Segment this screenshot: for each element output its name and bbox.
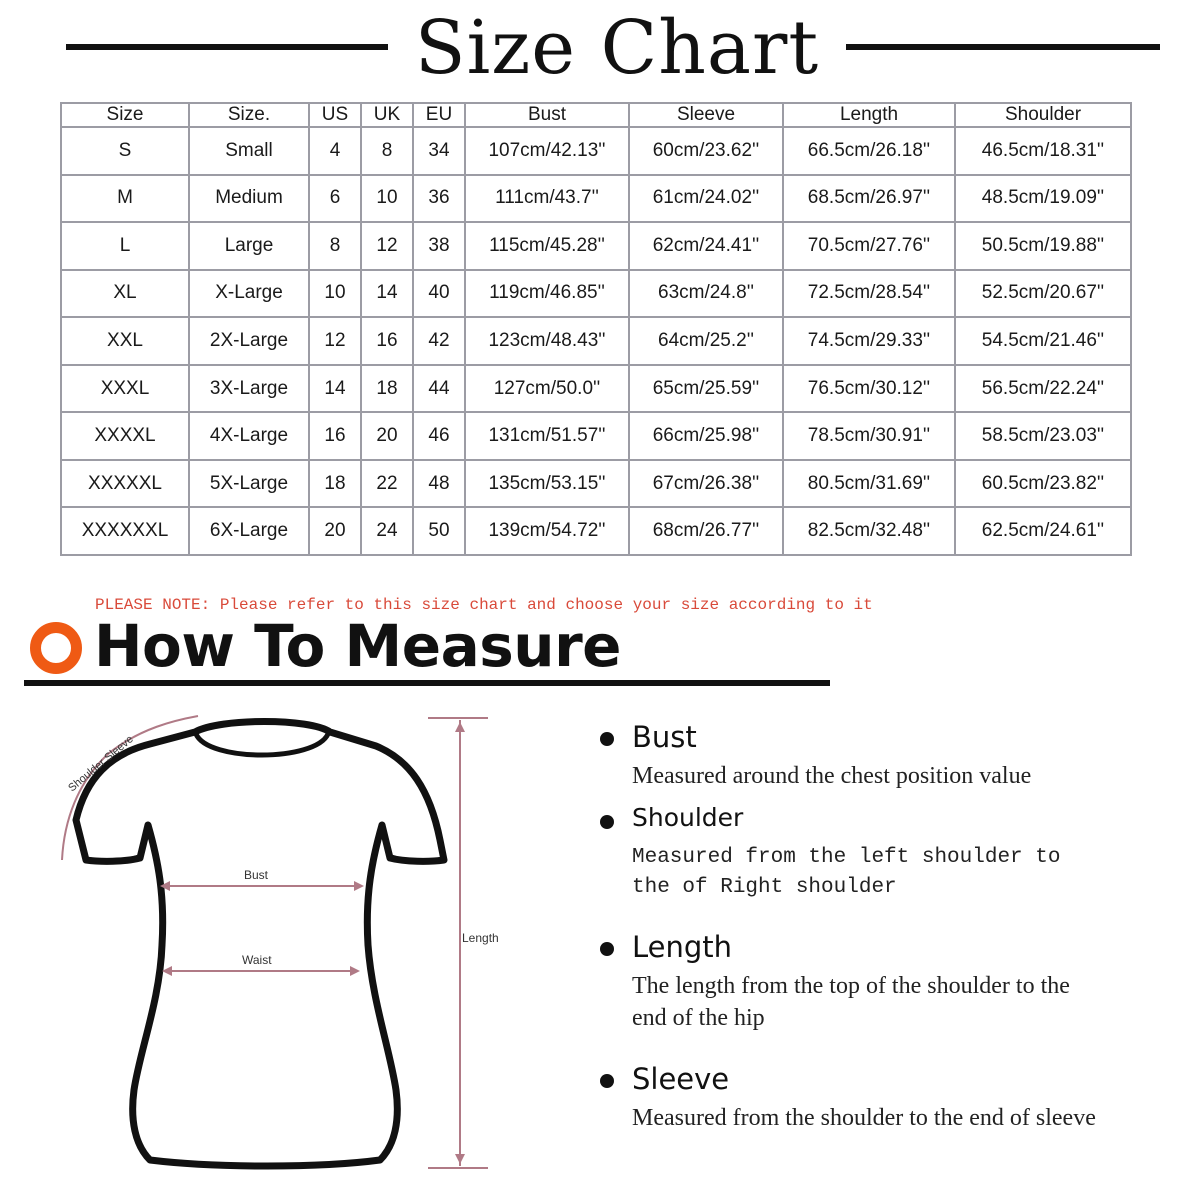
table-cell: 3X-Large [189, 365, 309, 413]
measure-item-desc: Measured around the chest position value [632, 763, 1032, 789]
table-cell: 72.5cm/28.54'' [783, 270, 955, 318]
table-cell: XL [61, 270, 189, 318]
table-cell: 111cm/43.7'' [465, 175, 629, 223]
size-table [60, 102, 1132, 556]
table-cell: 62.5cm/24.61'' [955, 507, 1131, 555]
ring-icon [30, 622, 82, 674]
table-header-row [61, 103, 1131, 127]
table-cell: 74.5cm/29.33'' [783, 317, 955, 365]
table-cell: Small [189, 127, 309, 175]
table-row [61, 222, 1131, 270]
table-cell: 18 [361, 365, 413, 413]
table-cell: 6 [309, 175, 361, 223]
table-cell: 4 [309, 127, 361, 175]
table-cell: 22 [361, 460, 413, 508]
table-cell: 2X-Large [189, 317, 309, 365]
bullet-icon [600, 732, 614, 746]
table-cell: X-Large [189, 270, 309, 318]
table-cell: 82.5cm/32.48'' [783, 507, 955, 555]
shoulder-sleeve-label: Shoulder Sleeve [66, 733, 136, 795]
table-cell: 14 [361, 270, 413, 318]
table-cell: 107cm/42.13'' [465, 127, 629, 175]
header-cell: Bust [465, 103, 629, 127]
waist-label: Waist [242, 953, 272, 967]
table-cell: 38 [413, 222, 465, 270]
table-row [61, 127, 1131, 175]
table-cell: 16 [309, 412, 361, 460]
table-cell: 4X-Large [189, 412, 309, 460]
table-cell: 20 [361, 412, 413, 460]
table-cell: 48.5cm/19.09'' [955, 175, 1131, 223]
table-cell: 80.5cm/31.69'' [783, 460, 955, 508]
table-cell: XXXXXL [61, 460, 189, 508]
table-cell: 66.5cm/26.18'' [783, 127, 955, 175]
please-note: PLEASE NOTE: Please refer to this size chart and choose your size according to it [95, 596, 873, 614]
measure-item-desc: The length from the top of the shoulder to the end of the hip [632, 973, 1070, 1031]
table-cell: 123cm/48.43'' [465, 317, 629, 365]
table-cell: 78.5cm/30.91'' [783, 412, 955, 460]
table-cell: 20 [309, 507, 361, 555]
header-cell: Shoulder [955, 103, 1131, 127]
table-cell: 16 [361, 317, 413, 365]
table-cell: 63cm/24.8'' [629, 270, 783, 318]
table-cell: 5X-Large [189, 460, 309, 508]
table-cell: 10 [361, 175, 413, 223]
table-cell: 52.5cm/20.67'' [955, 270, 1131, 318]
table-cell: 36 [413, 175, 465, 223]
bullet-icon [600, 1074, 614, 1088]
table-cell: 127cm/50.0'' [465, 365, 629, 413]
waist-arrow-right-icon [350, 966, 360, 976]
table-cell: 46.5cm/18.31'' [955, 127, 1131, 175]
table-cell: 115cm/45.28'' [465, 222, 629, 270]
header-cell: EU [413, 103, 465, 127]
table-row [61, 460, 1131, 508]
measure-item-title: Sleeve [632, 1062, 730, 1096]
measure-item-desc: Measured from the left shoulder to the of Right shoulder [632, 846, 1061, 899]
bust-arrow-right-icon [354, 881, 364, 891]
measure-item-title: Length [632, 930, 733, 964]
table-cell: XXXXXXL [61, 507, 189, 555]
table-cell: 58.5cm/23.03'' [955, 412, 1131, 460]
table-cell: 66cm/25.98'' [629, 412, 783, 460]
table-row [61, 365, 1131, 413]
table-cell: 56.5cm/22.24'' [955, 365, 1131, 413]
table-cell: Medium [189, 175, 309, 223]
table-cell: 70.5cm/27.76'' [783, 222, 955, 270]
bust-label: Bust [244, 868, 269, 882]
tshirt-diagram [0, 690, 580, 1195]
section-underline [24, 680, 830, 686]
table-cell: 10 [309, 270, 361, 318]
table-cell: 68.5cm/26.97'' [783, 175, 955, 223]
table-cell: 50.5cm/19.88'' [955, 222, 1131, 270]
table-cell: 139cm/54.72'' [465, 507, 629, 555]
header-cell: Size. [189, 103, 309, 127]
table-row [61, 270, 1131, 318]
table-cell: 62cm/24.41'' [629, 222, 783, 270]
measure-item-title: Bust [632, 720, 697, 754]
header-cell: US [309, 103, 361, 127]
table-cell: 48 [413, 460, 465, 508]
table-cell: 61cm/24.02'' [629, 175, 783, 223]
table-cell: 8 [309, 222, 361, 270]
table-cell: S [61, 127, 189, 175]
table-cell: 50 [413, 507, 465, 555]
table-cell: 12 [361, 222, 413, 270]
table-cell: 6X-Large [189, 507, 309, 555]
table-cell: 135cm/53.15'' [465, 460, 629, 508]
table-cell: XXXXL [61, 412, 189, 460]
size-chart-header [0, 0, 1200, 100]
table-cell: 60.5cm/23.82'' [955, 460, 1131, 508]
table-cell: 46 [413, 412, 465, 460]
how-to-measure-title: How To Measure [94, 612, 622, 680]
table-cell: 8 [361, 127, 413, 175]
title-rule-right [846, 44, 1160, 50]
measure-item-desc: Measured from the shoulder to the end of sleeve [632, 1105, 1096, 1131]
table-cell: 42 [413, 317, 465, 365]
table-cell: M [61, 175, 189, 223]
table-cell: 60cm/23.62'' [629, 127, 783, 175]
table-cell: 54.5cm/21.46'' [955, 317, 1131, 365]
table-row [61, 412, 1131, 460]
table-cell: 18 [309, 460, 361, 508]
table-cell: XXXL [61, 365, 189, 413]
header-cell: Sleeve [629, 103, 783, 127]
table-cell: 34 [413, 127, 465, 175]
table-cell: 65cm/25.59'' [629, 365, 783, 413]
header-cell: Size [61, 103, 189, 127]
tshirt-outline-icon [76, 722, 444, 1167]
table-cell: 68cm/26.77'' [629, 507, 783, 555]
bullet-icon [600, 942, 614, 956]
measure-item-title: Shoulder [632, 803, 744, 832]
table-cell: XXL [61, 317, 189, 365]
table-cell: 131cm/51.57'' [465, 412, 629, 460]
table-cell: L [61, 222, 189, 270]
bullet-icon [600, 815, 614, 829]
table-cell: 67cm/26.38'' [629, 460, 783, 508]
table-cell: 24 [361, 507, 413, 555]
length-arrow-bottom-icon [455, 1154, 465, 1164]
table-cell: 64cm/25.2'' [629, 317, 783, 365]
table-cell: 76.5cm/30.12'' [783, 365, 955, 413]
table-row [61, 175, 1131, 223]
table-cell: 119cm/46.85'' [465, 270, 629, 318]
title-rule-left [66, 44, 388, 50]
header-cell: Length [783, 103, 955, 127]
length-label: Length [462, 931, 499, 945]
table-cell: Large [189, 222, 309, 270]
table-row [61, 317, 1131, 365]
page-title: Size Chart [414, 5, 820, 91]
table-row [61, 507, 1131, 555]
table-cell: 12 [309, 317, 361, 365]
length-arrow-top-icon [455, 722, 465, 732]
table-cell: 44 [413, 365, 465, 413]
neckline-icon [196, 734, 328, 755]
header-cell: UK [361, 103, 413, 127]
table-cell: 14 [309, 365, 361, 413]
table-cell: 40 [413, 270, 465, 318]
